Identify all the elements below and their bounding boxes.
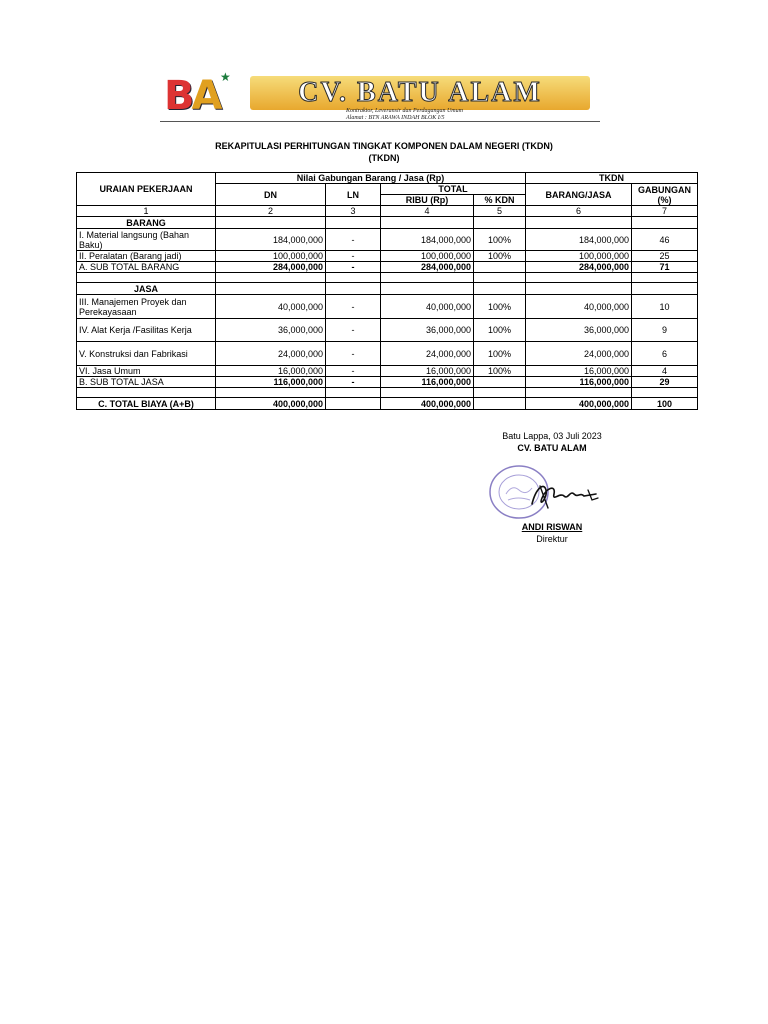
cell-dn: 184,000,000 bbox=[216, 229, 326, 251]
cell-gabungan: 6 bbox=[632, 342, 698, 366]
tagline-line2: Alamat : BTN ARAWA INDAH BLOK I/5 bbox=[346, 115, 445, 121]
cell-barang-jasa: 36,000,000 bbox=[526, 319, 632, 342]
cell-gabungan: 71 bbox=[632, 262, 698, 273]
table-row bbox=[77, 229, 698, 251]
cell-dn: 40,000,000 bbox=[216, 295, 326, 319]
cell-barang-jasa: 184,000,000 bbox=[526, 229, 632, 251]
header-uraian: URAIAN PEKERJAAN bbox=[77, 173, 216, 206]
header-ln: LN bbox=[326, 184, 381, 206]
cell-barang-jasa: 16,000,000 bbox=[526, 366, 632, 377]
cell-barang-jasa: 100,000,000 bbox=[526, 251, 632, 262]
cell-pct-kdn bbox=[474, 377, 526, 388]
spacer-row bbox=[77, 388, 698, 398]
company-name-banner: CV. BATU ALAM bbox=[250, 76, 590, 110]
row-label: V. Konstruksi dan Fabrikasi bbox=[77, 342, 216, 366]
cell-ln: - bbox=[326, 377, 381, 388]
cell-ln: - bbox=[326, 295, 381, 319]
table-row bbox=[77, 366, 698, 377]
cell-ribu: 184,000,000 bbox=[381, 229, 474, 251]
cell-pct-kdn bbox=[474, 398, 526, 410]
row-label: IV. Alat Kerja /Fasilitas Kerja bbox=[77, 319, 216, 342]
header-barang-jasa: BARANG/JASA bbox=[526, 184, 632, 206]
section-label: JASA bbox=[77, 283, 216, 295]
cell-pct-kdn: 100% bbox=[474, 366, 526, 377]
tagline-line1: Kontraktor, Leveransir dan Perdagangan Umum bbox=[346, 108, 463, 114]
cell-barang-jasa: 24,000,000 bbox=[526, 342, 632, 366]
cell-dn: 284,000,000 bbox=[216, 262, 326, 273]
logo-star-icon: ★ bbox=[220, 70, 231, 84]
company-logo: BA bbox=[164, 73, 220, 119]
cell-barang-jasa: 400,000,000 bbox=[526, 398, 632, 410]
cell-dn: 36,000,000 bbox=[216, 319, 326, 342]
cell-gabungan: 9 bbox=[632, 319, 698, 342]
cell-dn: 400,000,000 bbox=[216, 398, 326, 410]
cell-dn: 100,000,000 bbox=[216, 251, 326, 262]
cell-pct-kdn: 100% bbox=[474, 251, 526, 262]
table-row bbox=[77, 342, 698, 366]
row-label: B. SUB TOTAL JASA bbox=[77, 377, 216, 388]
grand-total-row bbox=[77, 398, 698, 410]
col-number: 5 bbox=[474, 206, 526, 217]
row-label: A. SUB TOTAL BARANG bbox=[77, 262, 216, 273]
cell-gabungan: 25 bbox=[632, 251, 698, 262]
cell-dn: 16,000,000 bbox=[216, 366, 326, 377]
col-number: 1 bbox=[77, 206, 216, 217]
letterhead-divider bbox=[160, 121, 600, 122]
header-gabungan: GABUNGAN (%) bbox=[632, 184, 698, 206]
row-label: VI. Jasa Umum bbox=[77, 366, 216, 377]
cell-barang-jasa: 284,000,000 bbox=[526, 262, 632, 273]
signature-place-date: Batu Lappa, 03 Juli 2023 bbox=[502, 431, 602, 441]
col-number: 4 bbox=[381, 206, 474, 217]
cell-ln: - bbox=[326, 319, 381, 342]
cell-gabungan: 10 bbox=[632, 295, 698, 319]
cell-ribu: 400,000,000 bbox=[381, 398, 474, 410]
column-number-row bbox=[77, 206, 698, 217]
subtotal-row-jasa bbox=[77, 377, 698, 388]
cell-barang-jasa: 40,000,000 bbox=[526, 295, 632, 319]
cell-ribu: 116,000,000 bbox=[381, 377, 474, 388]
signature-company: CV. BATU ALAM bbox=[517, 443, 587, 453]
header-ribu: RIBU (Rp) bbox=[381, 195, 474, 206]
document-subtitle: (TKDN) bbox=[368, 153, 400, 163]
cell-pct-kdn: 100% bbox=[474, 295, 526, 319]
signatory-name: ANDI RISWAN bbox=[521, 522, 583, 532]
col-number: 7 bbox=[632, 206, 698, 217]
table-header-row bbox=[77, 173, 698, 184]
row-label: C. TOTAL BIAYA (A+B) bbox=[77, 398, 216, 410]
cell-barang-jasa: 116,000,000 bbox=[526, 377, 632, 388]
signatory-position: Direktur bbox=[536, 534, 568, 544]
cell-gabungan: 29 bbox=[632, 377, 698, 388]
cell-ln bbox=[326, 398, 381, 410]
cell-ribu: 24,000,000 bbox=[381, 342, 474, 366]
header-dn: DN bbox=[216, 184, 326, 206]
table-row bbox=[77, 251, 698, 262]
handwritten-signature bbox=[526, 478, 602, 514]
cell-ln: - bbox=[326, 262, 381, 273]
cell-gabungan: 46 bbox=[632, 229, 698, 251]
cell-ln: - bbox=[326, 251, 381, 262]
cell-dn: 24,000,000 bbox=[216, 342, 326, 366]
row-label: III. Manajemen Proyek dan Perekayasaan bbox=[77, 295, 216, 319]
cell-ribu: 284,000,000 bbox=[381, 262, 474, 273]
spacer-row bbox=[77, 273, 698, 283]
cell-ribu: 16,000,000 bbox=[381, 366, 474, 377]
subtotal-row-barang bbox=[77, 262, 698, 273]
header-total: TOTAL bbox=[381, 184, 526, 195]
cell-pct-kdn bbox=[474, 262, 526, 273]
cell-dn: 116,000,000 bbox=[216, 377, 326, 388]
cell-gabungan: 100 bbox=[632, 398, 698, 410]
section-row-barang bbox=[77, 217, 698, 229]
header-tkdn: TKDN bbox=[526, 173, 698, 184]
cell-ribu: 36,000,000 bbox=[381, 319, 474, 342]
cell-ln: - bbox=[326, 366, 381, 377]
cell-ln: - bbox=[326, 342, 381, 366]
cell-pct-kdn: 100% bbox=[474, 319, 526, 342]
row-label: II. Peralatan (Barang jadi) bbox=[77, 251, 216, 262]
section-label: BARANG bbox=[77, 217, 216, 229]
tkdn-table bbox=[76, 172, 698, 410]
table-row bbox=[77, 295, 698, 319]
letterhead bbox=[160, 68, 600, 124]
cell-ln: - bbox=[326, 229, 381, 251]
document-title: REKAPITULASI PERHITUNGAN TINGKAT KOMPONEN DALAM NEGERI (TKDN) bbox=[215, 141, 553, 151]
letterhead-tagline bbox=[346, 108, 463, 122]
row-label: I. Material langsung (Bahan Baku) bbox=[77, 229, 216, 251]
cell-ribu: 40,000,000 bbox=[381, 295, 474, 319]
col-number: 6 bbox=[526, 206, 632, 217]
cell-pct-kdn: 100% bbox=[474, 342, 526, 366]
cell-ribu: 100,000,000 bbox=[381, 251, 474, 262]
table-row bbox=[77, 319, 698, 342]
col-number: 3 bbox=[326, 206, 381, 217]
section-row-jasa bbox=[77, 283, 698, 295]
header-nilai-gabungan: Nilai Gabungan Barang / Jasa (Rp) bbox=[216, 173, 526, 184]
cell-pct-kdn: 100% bbox=[474, 229, 526, 251]
col-number: 2 bbox=[216, 206, 326, 217]
cell-gabungan: 4 bbox=[632, 366, 698, 377]
header-pct-kdn: % KDN bbox=[474, 195, 526, 206]
